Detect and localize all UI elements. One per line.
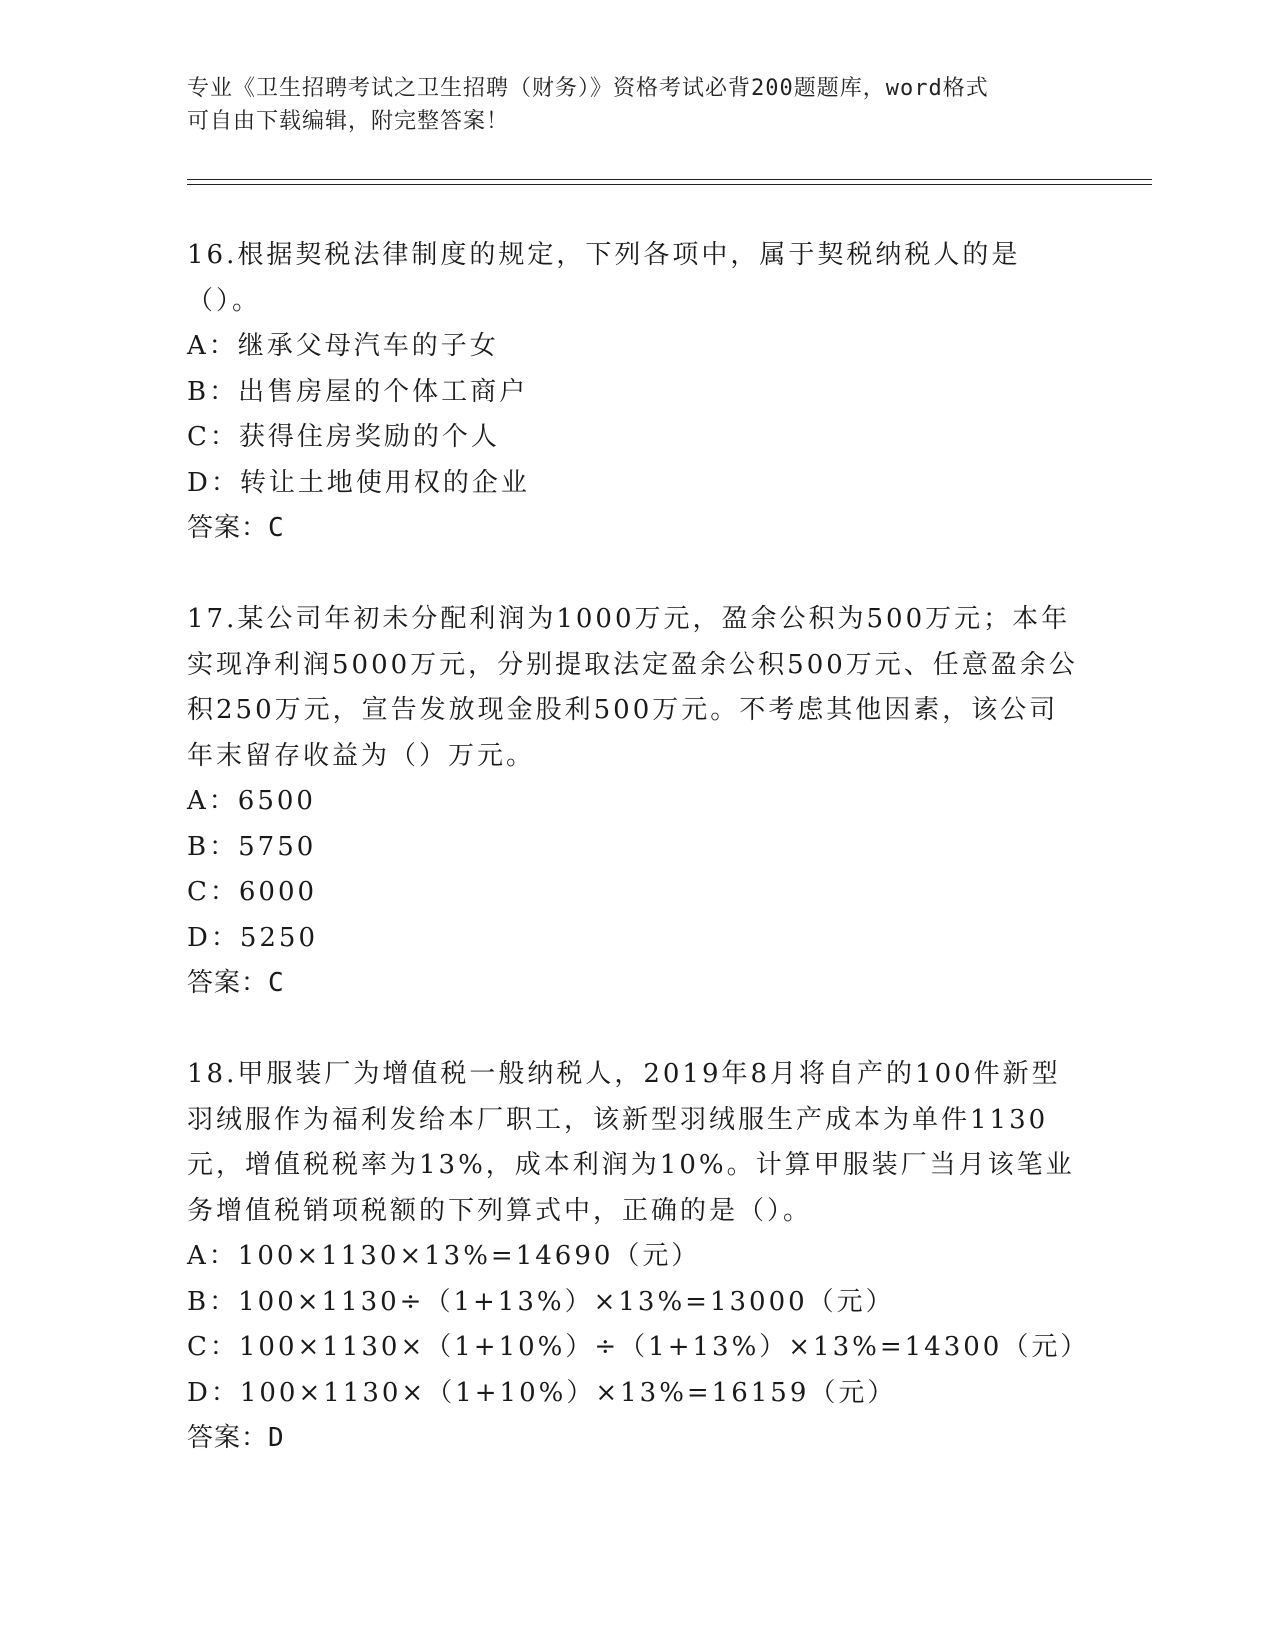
option-d: D：转让土地使用权的企业: [187, 467, 530, 498]
question-stem: 16.根据契税法律制度的规定，下列各项中，属于契税纳税人的是（）。: [187, 240, 1021, 316]
option-a: A：6500: [187, 786, 316, 816]
option-c: C：获得住房奖励的个人: [187, 422, 500, 452]
header-divider-bottom: [187, 184, 1152, 185]
question-stem: 18.甲服装厂为增值税一般纳税人，2019年8月将自产的100件新型羽绒服作为福利发给本厂职工，该新型羽绒服生产成本为单件1130元，增值税税率为13%，成本利润为10%。计算甲服装厂当月该笔业务增值税销项税额的下列算式中，正确的是（）。: [187, 1059, 1075, 1226]
question-stem: 17.某公司年初未分配利润为1000万元，盈余公积为500万元；本年实现净利润5000万元，分别提取法定盈余公积500万元、任意盈余公积250万元，宣告发放现金股利500万元。不考虑其他因素，该公司年末留存收益为（）万元。: [187, 604, 1078, 771]
answer-value: C: [268, 513, 285, 543]
answer-value: C: [268, 968, 285, 998]
header-line-1: 专业《卫生招聘考试之卫生招聘（财务）》资格考试必背200题题库，word格式: [187, 76, 989, 101]
header-divider-top: [187, 179, 1152, 180]
question-18: [187, 1052, 1090, 1462]
option-c: C：100×1130×（1+10%）÷（1+13%）×13%=14300（元）: [187, 1332, 1090, 1362]
document-header: [187, 72, 1087, 138]
answer: [187, 961, 1087, 1007]
option-b: B：出售房屋的个体工商户: [187, 376, 529, 407]
option-a: A：继承父母汽车的子女: [187, 331, 499, 361]
question-17: [187, 597, 1087, 1007]
answer-label: 答案：: [187, 1423, 269, 1453]
answer: [187, 1416, 1087, 1462]
option-a: A：100×1130×13%=14690（元）: [187, 1241, 701, 1271]
option-b: B：100×1130÷（1+13%）×13%=13000（元）: [187, 1286, 895, 1317]
option-d: D：5250: [187, 922, 319, 953]
option-c: C：6000: [187, 877, 318, 907]
answer: [187, 506, 1087, 552]
question-16: [187, 233, 1087, 552]
answer-label: 答案：: [187, 968, 269, 998]
header-line-2: 可自由下载编辑，附完整答案！: [187, 109, 510, 134]
option-b: B：5750: [187, 831, 317, 862]
answer-value: D: [268, 1423, 285, 1453]
option-d: D：100×1130×（1+10%）×13%=16159（元）: [187, 1377, 897, 1408]
answer-label: 答案：: [187, 513, 269, 543]
